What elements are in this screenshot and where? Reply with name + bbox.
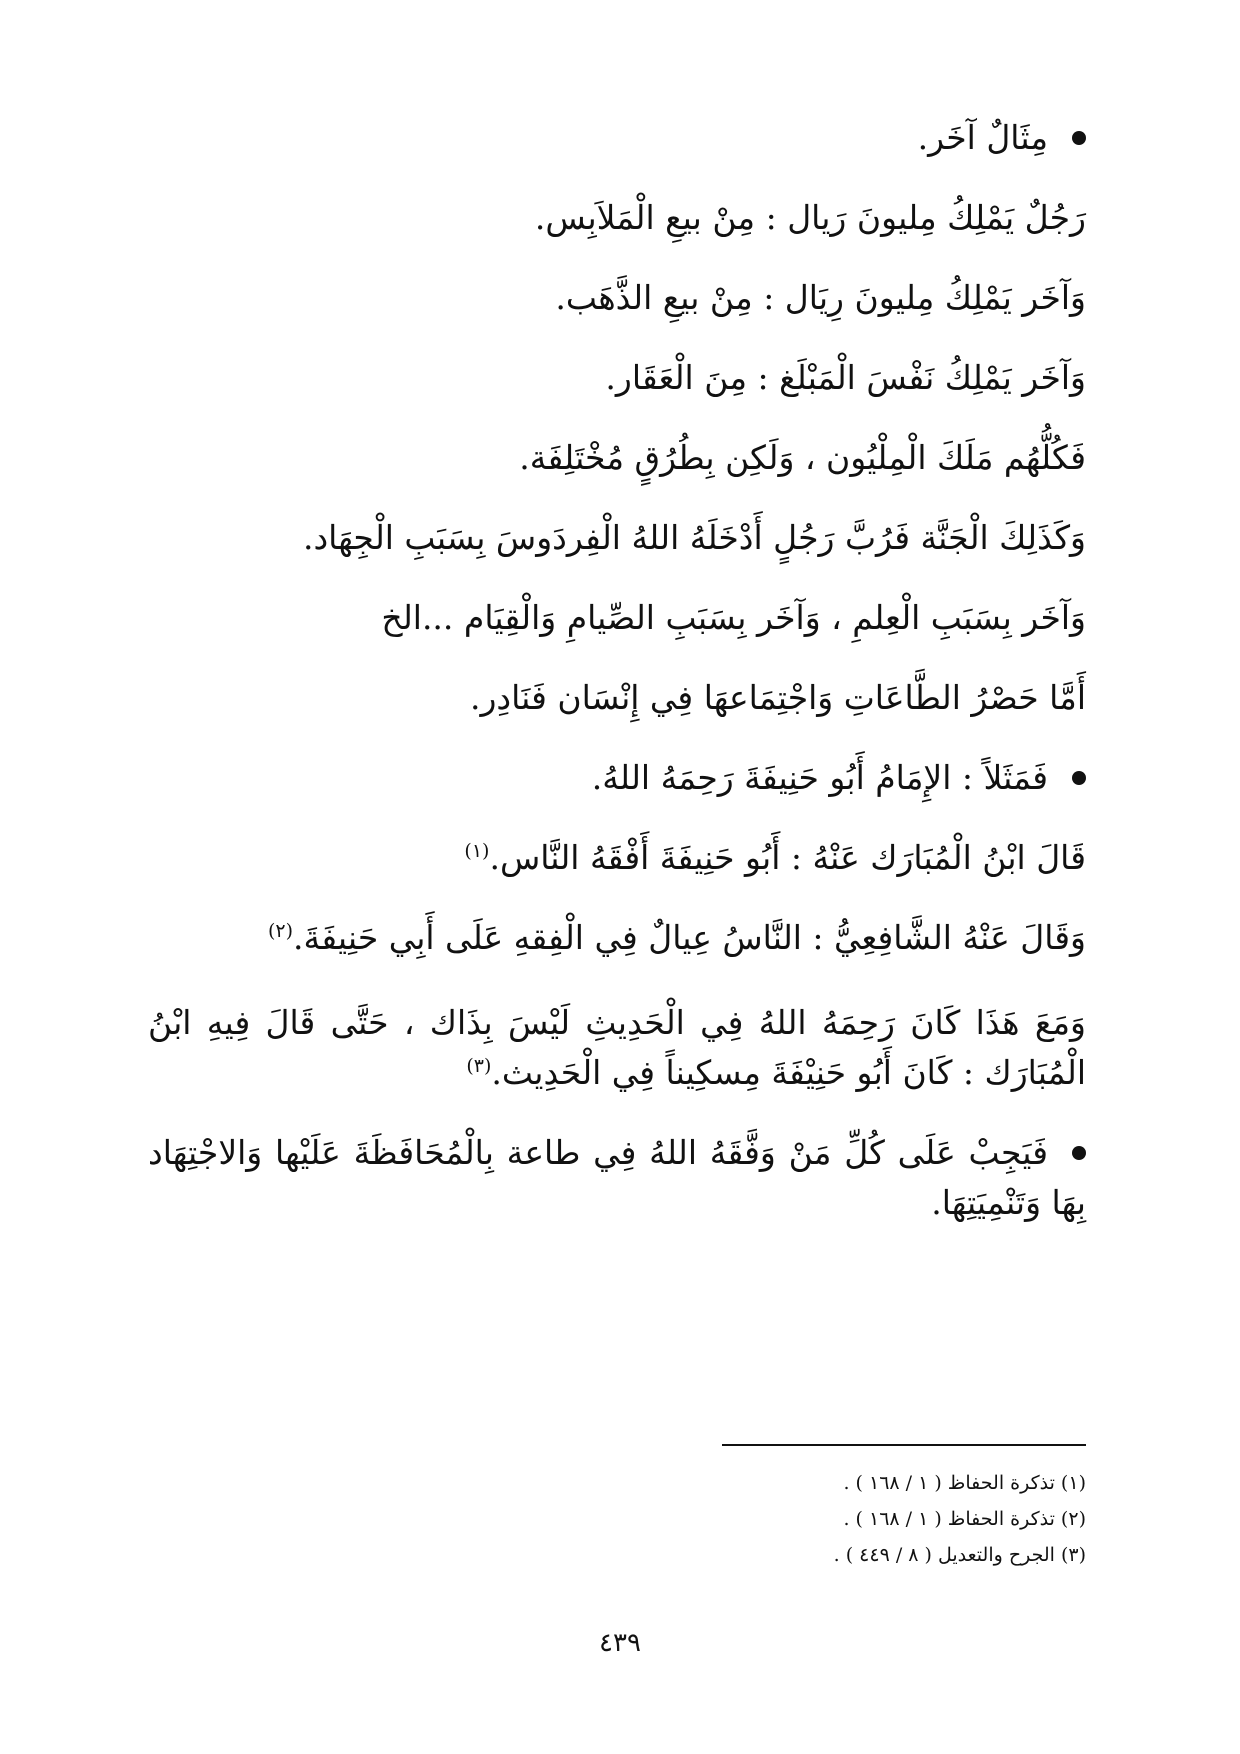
footnote: (٣) الجرح والتعديل ( ٨ / ٤٤٩ ) .: [833, 1544, 1086, 1566]
text-line: [148, 678, 1086, 718]
bullet-line-abu-hanifa: [148, 758, 1086, 798]
page-number: ٤٣٩: [599, 1628, 641, 1658]
text-line: [148, 438, 1086, 478]
line-text: فَمَثَلاً : الإِمَامُ أَبُو حَنِيفَةَ رَحِمَهُ اللهُ.: [591, 758, 1048, 797]
bullet-line-example: [148, 118, 1086, 158]
body-text: [148, 118, 1086, 1258]
footnotes: [486, 1470, 1086, 1578]
line-text: وَكَذَلِكَ الْجَنَّة فَرُبَّ رَجُلٍ أَدْخَلَهُ اللهُ الْفِردَوسَ بِسَبَبِ الْجِهَاد.: [302, 518, 1086, 557]
footnote: (١) تذكرة الحفاظ ( ١ / ١٦٨ ) .: [843, 1472, 1086, 1494]
line-text: وَآخَر يَمْلِكُ مِليونَ رِيَال : مِنْ بيعِ الذَّهَب.: [555, 278, 1086, 317]
paragraph-line: [148, 1048, 1086, 1098]
line-text: مِثَالٌ آخَر.: [917, 118, 1048, 157]
line-text: وَآخَر بِسَبَبِ الْعِلمِ ، وَآخَر بِسَبَبِ الصِّيامِ وَالْقِيَام ...الخ: [381, 598, 1086, 637]
footnote-reference[interactable]: (١): [464, 840, 490, 862]
paragraph-conclusion: [148, 1128, 1086, 1228]
paragraph-line: [148, 1128, 1086, 1178]
paragraph-hadith: [148, 998, 1086, 1098]
text-line: [148, 278, 1086, 318]
footnote-reference[interactable]: (٢): [267, 920, 294, 942]
line-text: الْمُبَارَك : كَانَ أَبُو حَنِيْفَةَ مِسكِيناً فِي الْحَدِيث.: [491, 1053, 1086, 1092]
line-text: أَمَّا حَصْرُ الطَّاعَاتِ وَاجْتِمَاعهَا فِي إِنْسَان فَنَادِر.: [469, 678, 1086, 717]
line-text: فَيَجِبْ عَلَى كُلِّ مَنْ وَفَّقَهُ اللهُ فِي طاعة بِالْمُحَافَظَةَ عَلَيْها وَالاجْتِهَاد: [148, 1133, 1048, 1172]
line-text: فَكُلُّهُم مَلَكَ الْمِلْيُون ، وَلَكِن بِطُرُقٍ مُخْتَلِفَة.: [519, 438, 1086, 477]
text-line: [148, 518, 1086, 558]
line-text: وَآخَر يَمْلِكُ نَفْسَ الْمَبْلَغ : مِنَ الْعَقَار.: [605, 358, 1086, 397]
line-text: رَجُلٌ يَمْلِكُ مِليونَ رَيال : مِنْ بيعِ الْمَلاَبِس.: [534, 198, 1086, 237]
text-line: [148, 598, 1086, 638]
bullet-icon: [1072, 131, 1086, 145]
paragraph-line: بِهَا وَتَنْمِيَتِهَا.: [931, 1183, 1086, 1222]
text-line: [148, 918, 1086, 958]
text-line: [148, 358, 1086, 398]
footnote-reference[interactable]: (٣): [466, 1055, 492, 1077]
line-text: قَالَ ابْنُ الْمُبَارَك عَنْهُ : أَبُو حَنِيفَةَ أَفْقَهُ النَّاس.: [489, 838, 1086, 877]
line-text: وَقَالَ عَنْهُ الشَّافِعِيُّ : النَّاسُ عِيالٌ فِي الْفِقهِ عَلَى أَبِي حَنِيفَةَ.: [293, 918, 1086, 957]
paragraph-line: وَمَعَ هَذَا كَانَ رَحِمَهُ اللهُ فِي الْحَدِيثِ لَيْسَ بِذَاك ، حَتَّى قَالَ فِيهِ ابْنُ: [148, 1003, 1086, 1042]
text-line: [148, 838, 1086, 878]
footnote-separator: [722, 1444, 1086, 1446]
text-line: [148, 198, 1086, 238]
bullet-icon: [1072, 1146, 1086, 1160]
footnote: (٢) تذكرة الحفاظ ( ١ / ١٦٨ ) .: [843, 1508, 1086, 1530]
bullet-icon: [1072, 771, 1086, 785]
